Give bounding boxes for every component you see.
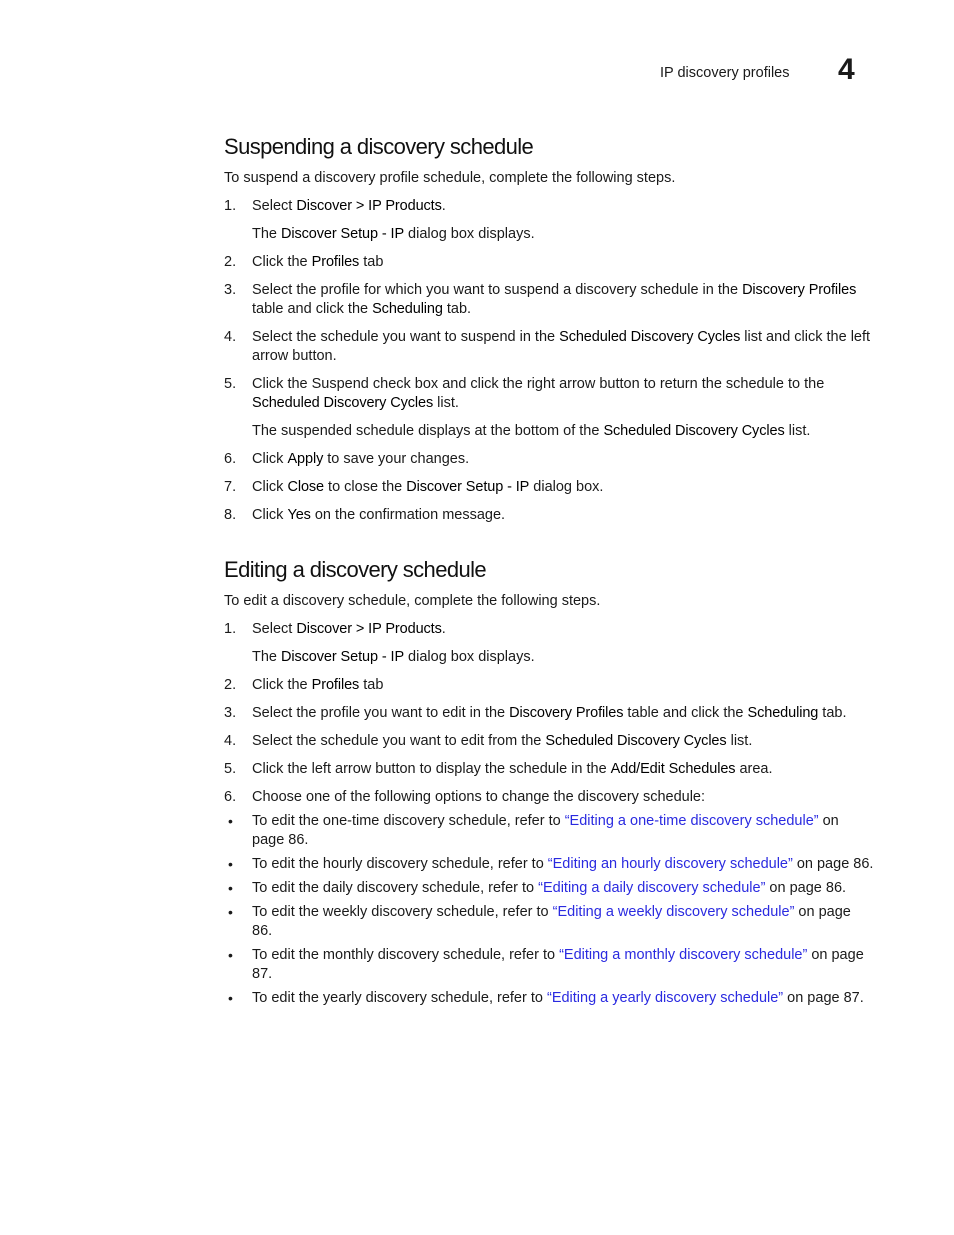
step-result-part: list.: [784, 423, 811, 439]
step-text-part: .: [441, 198, 446, 214]
option-text: To edit the yearly discovery schedule, refer to: [252, 990, 547, 1006]
step-item: [224, 620, 874, 667]
step-item: [224, 450, 874, 469]
step-text: [252, 506, 874, 525]
cross-reference-link[interactable]: “Editing a monthly discovery schedule”: [559, 947, 808, 963]
bullet-icon: •: [228, 904, 233, 920]
step-text: [252, 704, 874, 723]
step-text-part: tab.: [818, 705, 847, 721]
option-item: [224, 989, 874, 1008]
step-item: [224, 760, 874, 779]
step-number: 8.: [224, 507, 237, 523]
step-item: [224, 676, 874, 695]
step-text-part: Select the schedule you want to edit from the: [252, 733, 546, 749]
step-text-part: list.: [726, 733, 753, 749]
step-number: 1.: [224, 198, 237, 214]
option-text: To edit the monthly discovery schedule, refer to: [252, 947, 560, 963]
ui-term: Discovery Profiles: [742, 282, 857, 298]
step-result: [252, 225, 874, 244]
step-text-part: .: [441, 621, 446, 637]
step-text: [252, 788, 874, 807]
step-text-part: Click the: [252, 254, 312, 270]
step-text-part: Click: [252, 479, 288, 495]
step-text-part: to save your changes.: [323, 451, 470, 467]
step-text: [252, 328, 874, 366]
step-text: [252, 620, 874, 639]
step-text: [252, 450, 874, 469]
step-text-part: dialog box.: [529, 479, 604, 495]
step-result-part: dialog box displays.: [404, 226, 535, 242]
page-reference: on page 86.: [792, 856, 874, 872]
ui-term: Discover > IP Products: [296, 621, 442, 637]
ui-term: Yes: [287, 507, 311, 523]
step-item: [224, 478, 874, 497]
step-number: 5.: [224, 376, 237, 392]
step-number: 6.: [224, 789, 237, 805]
ui-term: Profiles: [311, 677, 360, 693]
ui-term: Scheduling: [372, 301, 443, 317]
step-text-part: Select: [252, 621, 297, 637]
step-list: [224, 620, 874, 807]
ui-term: Close: [287, 479, 325, 495]
ui-term: Discovery Profiles: [509, 705, 624, 721]
option-item: [224, 812, 874, 850]
running-header-title: IP discovery profiles: [660, 65, 790, 81]
option-text: To edit the hourly discovery schedule, refer to: [252, 856, 548, 872]
step-number: 3.: [224, 705, 237, 721]
step-result: [252, 422, 874, 441]
step-text-part: Click the left arrow button to display the schedule in the: [252, 761, 611, 777]
option-item: [224, 879, 874, 898]
ui-term: Scheduled Discovery Cycles: [252, 395, 434, 411]
step-number: 1.: [224, 621, 237, 637]
ui-term: Discover Setup - IP: [281, 226, 405, 242]
ui-term: Discover Setup - IP: [281, 649, 405, 665]
page-reference: on page 86.: [765, 880, 847, 896]
cross-reference-link[interactable]: “Editing a daily discovery schedule”: [538, 880, 766, 896]
cross-reference-link[interactable]: “Editing a one-time discovery schedule”: [564, 813, 819, 829]
suspend-section: [224, 132, 874, 525]
step-text: [252, 478, 874, 497]
step-text-part: Select: [252, 198, 297, 214]
option-list: [224, 812, 874, 1008]
option-text: To edit the daily discovery schedule, refer to: [252, 880, 539, 896]
step-text-part: list.: [433, 395, 459, 411]
section-heading: Suspending a discovery schedule: [224, 134, 534, 159]
step-number: 3.: [224, 282, 237, 298]
ui-term: Profiles: [311, 254, 360, 270]
step-result: [252, 648, 874, 667]
option-item: [224, 903, 874, 941]
option-text: To edit the weekly discovery schedule, refer to: [252, 904, 553, 920]
step-text-part: Select the schedule you want to suspend in the: [252, 329, 560, 345]
step-text: [252, 676, 874, 695]
step-number: 2.: [224, 254, 237, 270]
step-text-part: area.: [735, 761, 773, 777]
step-item: [224, 197, 874, 244]
step-number: 2.: [224, 677, 237, 693]
step-item: [224, 281, 874, 319]
step-text-part: Click the: [252, 677, 312, 693]
page-reference: on page 87.: [783, 990, 864, 1006]
bullet-icon: •: [228, 990, 233, 1006]
step-text-part: on the confirmation message.: [310, 507, 506, 523]
option-item: [224, 855, 874, 874]
step-text-part: Select the profile you want to edit in the: [252, 705, 510, 721]
step-text: [252, 732, 874, 751]
step-text-part: Select the profile for which you want to suspend a discovery schedule in the: [252, 282, 743, 298]
step-number: 4.: [224, 329, 237, 345]
cross-reference-link[interactable]: “Editing a yearly discovery schedule”: [546, 990, 784, 1006]
ui-term: Scheduled Discovery Cycles: [545, 733, 727, 749]
ui-term: Discover Setup - IP: [406, 479, 530, 495]
option-text: To edit the one-time discovery schedule, refer to: [252, 813, 565, 829]
step-text: [252, 375, 874, 413]
step-item: [224, 704, 874, 723]
ui-term: Scheduled Discovery Cycles: [559, 329, 741, 345]
step-number: 6.: [224, 451, 237, 467]
step-text-part: list and click the left arrow button.: [252, 329, 871, 364]
step-text-part: Click: [252, 507, 288, 523]
step-number: 5.: [224, 761, 237, 777]
ui-term: Scheduled Discovery Cycles: [603, 423, 785, 439]
bullet-icon: •: [228, 856, 233, 872]
cross-reference-link[interactable]: “Editing a weekly discovery schedule”: [552, 904, 795, 920]
page-reference: on page 86.: [252, 813, 839, 848]
step-item: [224, 506, 874, 525]
step-text-part: table and click the: [623, 705, 748, 721]
step-text-part: Click: [252, 451, 288, 467]
page-reference: on page 87.: [252, 947, 864, 982]
step-text-part: Choose one of the following options to change the discovery schedule:: [252, 789, 706, 805]
step-text: [252, 253, 874, 272]
page-reference: on page 86.: [252, 904, 851, 939]
step-list: [224, 197, 874, 525]
step-number: 4.: [224, 733, 237, 749]
step-item: [224, 375, 874, 441]
step-result-part: dialog box displays.: [404, 649, 535, 665]
ui-term: Add/Edit Schedules: [610, 761, 736, 777]
bullet-icon: •: [228, 880, 233, 896]
step-number: 7.: [224, 479, 237, 495]
step-text-part: tab: [359, 677, 384, 693]
section-intro: To suspend a discovery profile schedule, complete the following steps.: [224, 170, 676, 186]
step-item: [224, 328, 874, 366]
step-text-part: Click the Suspend check box and click the right arrow button to return the schedule to the: [252, 376, 825, 392]
section-intro: To edit a discovery schedule, complete the following steps.: [224, 593, 601, 609]
section-heading: Editing a discovery schedule: [224, 557, 487, 582]
step-text: [252, 760, 874, 779]
ui-term: Scheduling: [747, 705, 819, 721]
step-text-part: to close the: [324, 479, 407, 495]
step-result-part: The suspended schedule displays at the bottom of the: [252, 423, 604, 439]
bullet-icon: •: [228, 813, 233, 829]
step-result-part: The: [252, 649, 282, 665]
bullet-icon: •: [228, 947, 233, 963]
step-text: [252, 197, 874, 216]
ui-term: Discover > IP Products: [296, 198, 442, 214]
step-text-part: tab: [359, 254, 384, 270]
chapter-number: 4: [838, 53, 855, 86]
cross-reference-link[interactable]: “Editing an hourly discovery schedule”: [547, 856, 793, 872]
step-text: [252, 281, 874, 319]
step-item: [224, 732, 874, 751]
step-item: [224, 788, 874, 807]
ui-term: Apply: [287, 451, 324, 467]
option-item: [224, 946, 874, 984]
step-item: [224, 253, 874, 272]
step-text-part: tab.: [442, 301, 472, 317]
step-text-part: table and click the: [252, 301, 373, 317]
edit-section: [224, 555, 874, 1008]
step-result-part: The: [252, 226, 282, 242]
